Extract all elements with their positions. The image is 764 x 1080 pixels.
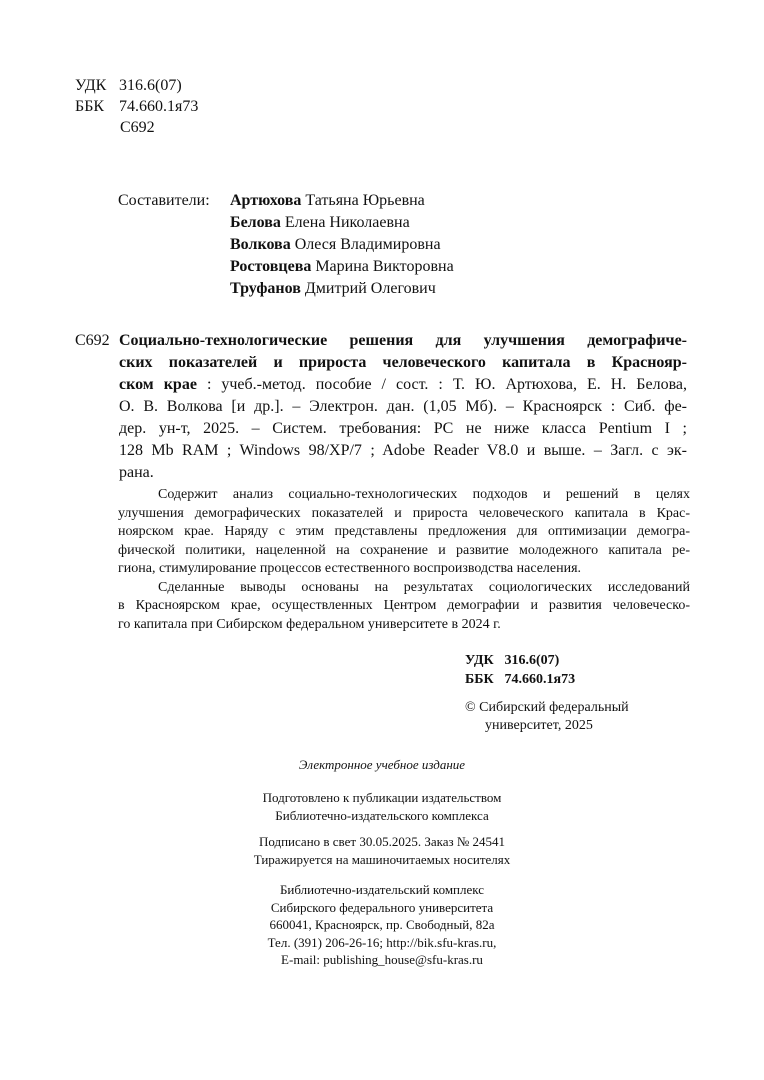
classification-codes — [75, 75, 198, 138]
compiler-given-names: Марина Викторовна — [311, 258, 454, 275]
record-line: дер. ун-т, 2025. – Систем. требования: PC не ниже класса Pentium I ; — [119, 420, 687, 437]
compiler-surname: Ростовцева — [230, 258, 312, 275]
annotation-line: Содержит анализ социально-технологических подходов и решений в целях — [158, 487, 690, 502]
publisher-email: E-mail: publishing_house@sfu-kras.ru — [281, 952, 483, 967]
annotation-line: ноярском крае. Наряду с этим представлены предложения для оптимизации демогра- — [118, 524, 690, 539]
record-line: 128 Mb RAM ; Windows 98/XP/7 ; Adobe Reader V8.0 и выше. – Загл. с эк- — [119, 442, 687, 459]
preparation-line: Библиотечно-издательского комплекса — [275, 807, 489, 823]
publication-info — [0, 833, 764, 868]
publisher-address: 660041, Красноярск, пр. Свободный, 82а — [269, 917, 495, 932]
record-line: рана. — [119, 464, 154, 481]
annotation-line: гиона, стимулирование процессов естественного воспроизводства населения. — [118, 561, 582, 576]
publisher-phone-site: Тел. (391) 206-26-16; http://bik.sfu-kras.ru, — [267, 934, 497, 950]
compiler-given-names: Елена Николаевна — [280, 214, 410, 231]
record-line — [119, 374, 687, 396]
record-title-line — [119, 352, 687, 374]
record-title-part: Социально-технологические решения для улучшения демографиче- — [119, 332, 687, 349]
annotation — [118, 486, 690, 634]
bbk-row-bottom — [465, 670, 575, 689]
compiler-item — [230, 256, 454, 278]
bbk-value: 74.660.1я73 — [119, 98, 199, 115]
compiler-item — [230, 234, 454, 256]
annotation-line: в Красноярском крае, осуществленных Центром демографии и развития человеческо- — [118, 598, 690, 613]
record-title-line — [119, 330, 687, 352]
compiler-surname: Волкова — [230, 236, 291, 253]
author-cipher: С692 — [120, 119, 155, 136]
compilers-label: Составители: — [118, 192, 210, 209]
preparation-line: Подготовлено к публикации издательством — [262, 790, 502, 805]
compilers-list — [230, 190, 454, 300]
compiler-given-names: Дмитрий Олегович — [300, 280, 436, 297]
compiler-given-names: Олеся Владимировна — [290, 236, 441, 253]
udk-row — [75, 75, 198, 96]
distribution-line: Тиражируется на машиночитаемых носителях — [253, 851, 511, 867]
udk-label: УДК — [465, 653, 494, 668]
record-line: О. В. Волкова [и др.]. – Электрон. дан. (1,05 Мб). – Красноярск : Сиб. фе- — [119, 398, 687, 415]
compiler-surname: Артюхова — [230, 192, 302, 209]
classification-codes-bottom — [465, 651, 575, 689]
udk-value: 316.6(07) — [504, 653, 560, 668]
publisher-line: Библиотечно-издательский комплекс — [279, 882, 485, 897]
copyright-line: © Сибирский федеральный — [465, 700, 629, 715]
record-title-part: ском крае — [119, 376, 197, 393]
record-title-part: ских показателей и прироста человеческого капитала в Краснояр- — [119, 354, 687, 371]
udk-row-bottom — [465, 651, 575, 670]
annotation-line: Сделанные выводы основаны на результатах социологических исследований — [158, 579, 690, 595]
preparation-note — [0, 789, 764, 824]
copyright-line: университет, 2025 — [485, 718, 593, 733]
annotation-line: го капитала при Сибирском федеральном университете в 2024 г. — [118, 616, 501, 632]
record-description: : учеб.-метод. пособие / сост. : Т. Ю. Артюхова, Е. Н. Белова, — [196, 376, 688, 393]
compiler-surname: Труфанов — [230, 280, 301, 297]
bbk-label: ББК — [465, 672, 494, 687]
signed-line: Подписано в свет 30.05.2025. Заказ № 24541 — [258, 834, 506, 849]
record-text — [119, 330, 687, 484]
udk-label: УДК — [75, 77, 107, 94]
compiler-item — [230, 212, 454, 234]
copyright-notice — [465, 699, 629, 735]
annotation-line: улучшения демографических показателей и прироста человеческого капитала в Крас- — [118, 505, 690, 521]
annotation-line: фической политики, нацеленной на сохранение и развитие молодежного капитала ре- — [118, 542, 690, 558]
bbk-value: 74.660.1я73 — [504, 672, 576, 687]
compiler-given-names: Татьяна Юрьевна — [301, 192, 425, 209]
compiler-item — [230, 278, 454, 300]
publisher-contacts — [0, 881, 764, 969]
compiler-surname: Белова — [230, 214, 281, 231]
bbk-label: ББК — [75, 98, 105, 115]
compiler-item — [230, 190, 454, 212]
publisher-line: Сибирского федерального университета — [270, 899, 494, 915]
bbk-row — [75, 96, 198, 117]
udk-value: 316.6(07) — [119, 77, 182, 94]
record-cipher: С692 — [75, 332, 110, 349]
edition-type: Электронное учебное издание — [298, 757, 466, 772]
